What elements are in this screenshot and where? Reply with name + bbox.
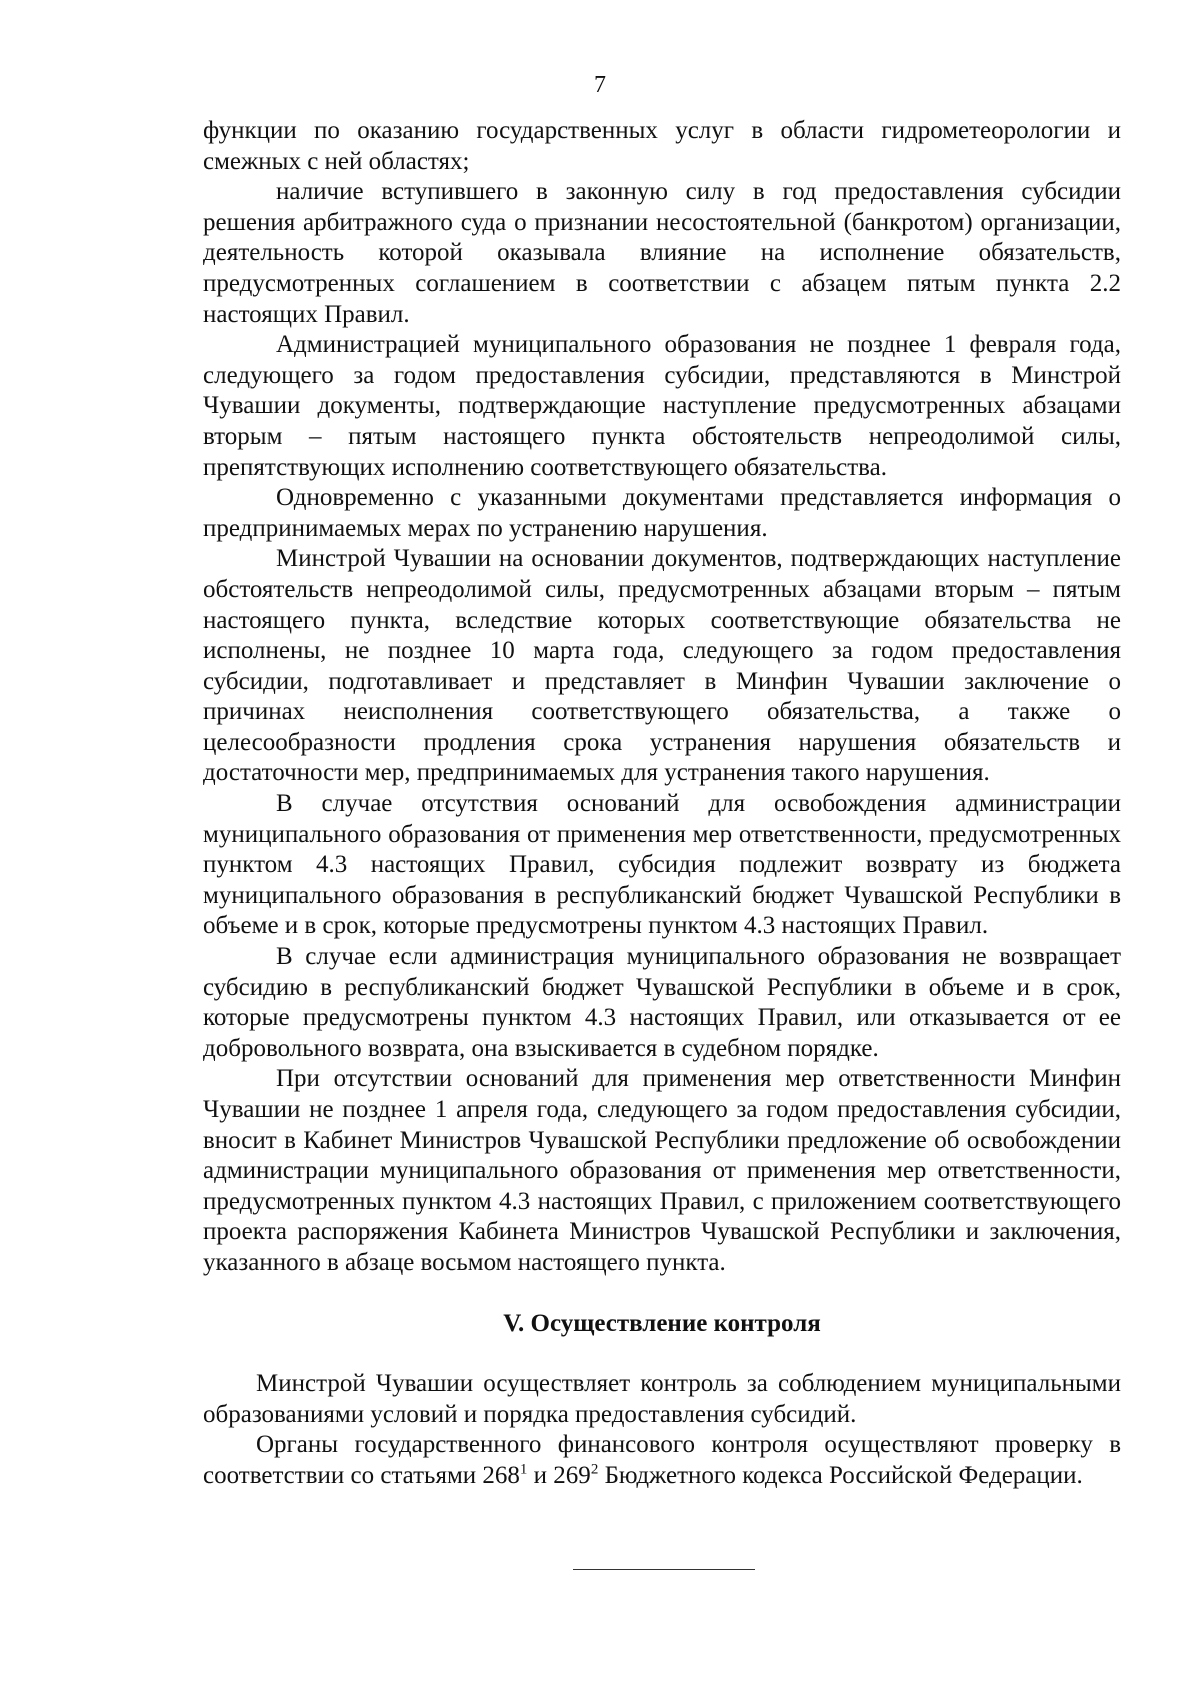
paragraph: наличие вступившего в законную силу в год предоставления субсидии решения арбитражного суда о признании несостоятельной (банкротом) организации, деятельность которой оказывала влияние на исполнение обязательств, предусмотренных соглашением в соответствии с абзацем пятым пункта 2.2 настоящих Правил. [203, 178, 1121, 328]
end-of-document-rule [573, 1569, 755, 1570]
page-number: 7 [594, 72, 606, 98]
text-fragment: Органы государственного финансового контроля осуществляют проверку в соответствии со статьями 268 [203, 1431, 1121, 1489]
text-fragment: Бюджетного кодекса Российской Федерации. [598, 1461, 1083, 1489]
section-paragraph: Минстрой Чувашии осуществляет контроль за соблюдением муниципальными образованиями условий и порядка предоставления субсидий. [203, 1370, 1121, 1428]
paragraph: В случае отсутствия оснований для освобождения администрации муниципального образования от применения мер ответственности, предусмотренных пунктом 4.3 настоящих Правил, субсидия подлежит возврату из бюджета муниципального образования в республиканский бюджет Чувашской Республики в объеме и в срок, которые предусмотрены пунктом 4.3 настоящих Правил. [203, 790, 1121, 940]
section-heading: V. Осуществление контроля [503, 1309, 821, 1337]
paragraph: Одновременно с указанными документами представляется информация о предпринимаемых мерах по устранению нарушения. [203, 484, 1121, 542]
text-fragment: и 269 [527, 1461, 591, 1489]
document-body [203, 116, 1121, 1492]
section-paragraph-with-superscripts [203, 1430, 1121, 1491]
paragraph: Минстрой Чувашии на основании документов, подтверждающих наступление обстоятельств непреодолимой силы, предусмотренных абзацами вторым – пятым настоящего пункта, вследствие которых соответствующие обязательства не исполнены, не позднее 10 марта года, следующего за годом предоставления субсидии, подготавливает и представляет в Минфин Чувашии заключение о причинах неисполнения соответствующего обязательства, а также о целесообразности продления срока устранения нарушения обязательств и достаточности мер, предпринимаемых для устранения такого нарушения. [203, 545, 1121, 787]
paragraph: Администрацией муниципального образования не позднее 1 февраля года, следующего за годом предоставления субсидии, представляются в Минстрой Чувашии документы, подтверждающие наступление предусмотренных абзацами вторым – пятым настоящего пункта обстоятельств непреодолимой силы, препятствующих исполнению соответствующего обязательства. [203, 331, 1121, 481]
superscript: 2 [590, 1461, 599, 1478]
paragraph-continuation: функции по оказанию государственных услуг в области гидрометеорологии и смежных с ней областях; [203, 117, 1121, 175]
paragraph: При отсутствии оснований для применения мер ответственности Минфин Чувашии не позднее 1 апреля года, следующего за годом предоставления субсидии, вносит в Кабинет Министров Чувашской Республики предложение об освобождении администрации муниципального образования от применения мер ответственности, предусмотренных пунктом 4.3 настоящих Правил, с приложением соответствующего проекта распоряжения Кабинета Министров Чувашской Республики и заключения, указанного в абзаце восьмом настоящего пункта. [203, 1065, 1121, 1276]
superscript: 1 [519, 1461, 528, 1478]
paragraph: В случае если администрация муниципального образования не возвращает субсидию в республиканский бюджет Чувашской Республики в объеме и в срок, которые предусмотрены пунктом 4.3 настоящих Правил, или отказывается от ее добровольного возврата, она взыскивается в судебном порядке. [203, 943, 1121, 1062]
